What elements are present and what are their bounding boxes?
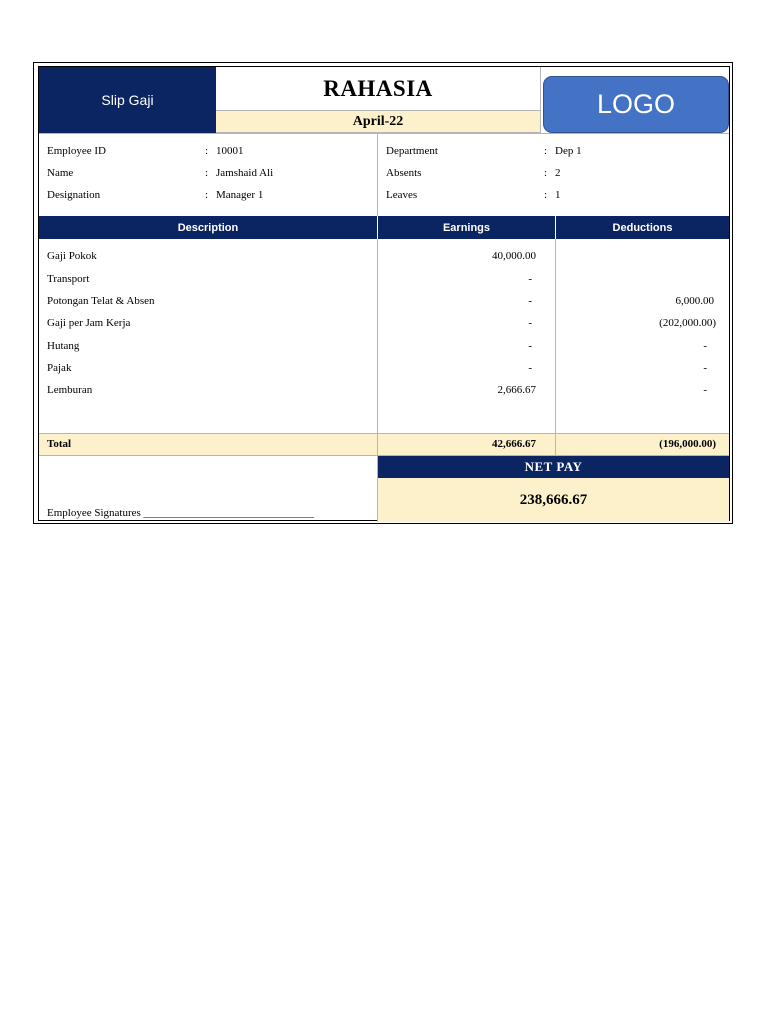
row-description: Pajak xyxy=(47,362,72,374)
confidential-heading: RAHASIA xyxy=(216,67,540,111)
row-earnings: - xyxy=(528,273,532,285)
net-pay-value: 238,666.67 xyxy=(378,478,729,522)
header-divider xyxy=(540,67,541,133)
row-deductions: - xyxy=(703,340,707,352)
designation-label: Designation xyxy=(47,189,101,201)
total-deductions: (196,000.00) xyxy=(659,438,716,450)
net-pay-header: NET PAY xyxy=(378,456,729,478)
info-divider xyxy=(377,133,378,216)
row-deductions: - xyxy=(703,362,707,374)
total-row xyxy=(39,433,729,456)
leaves-sep: : xyxy=(544,189,548,201)
row-earnings: 2,666.67 xyxy=(497,384,536,396)
name-label: Name xyxy=(47,167,74,179)
row-description: Gaji per Jam Kerja xyxy=(47,317,131,329)
total-divider-1 xyxy=(377,434,378,456)
designation-value: Manager 1 xyxy=(216,189,264,201)
row-deductions: - xyxy=(703,384,707,396)
absents-label: Absents xyxy=(386,167,422,179)
row-earnings: - xyxy=(528,295,532,307)
row-description: Potongan Telat & Absen xyxy=(47,295,155,307)
employee-id-label: Employee ID xyxy=(47,145,106,157)
name-sep: : xyxy=(205,167,209,179)
name-value: Jamshaid Ali xyxy=(216,167,274,179)
total-label: Total xyxy=(47,438,72,450)
employee-signature-line: Employee Signatures _______________________________ xyxy=(47,507,315,519)
employee-id-sep: : xyxy=(205,145,209,157)
slip-title: Slip Gaji xyxy=(39,67,216,133)
employee-info xyxy=(39,133,729,216)
earnings-header: Earnings xyxy=(378,216,555,239)
total-earnings: 42,666.67 xyxy=(492,438,536,450)
salary-slip xyxy=(33,62,733,524)
deductions-header: Deductions xyxy=(556,216,729,239)
row-earnings: - xyxy=(528,317,532,329)
salary-slip-inner xyxy=(38,66,730,521)
absents-sep: : xyxy=(544,167,548,179)
row-earnings: - xyxy=(528,362,532,374)
description-header: Description xyxy=(39,216,377,239)
total-divider-2 xyxy=(555,434,556,456)
row-earnings: - xyxy=(528,340,532,352)
row-deductions: (202,000.00) xyxy=(659,317,716,329)
designation-sep: : xyxy=(205,189,209,201)
employee-id-value: 10001 xyxy=(216,145,244,157)
department-value: Dep 1 xyxy=(555,145,582,157)
row-description: Lemburan xyxy=(47,384,93,396)
absents-value: 2 xyxy=(555,167,561,179)
row-deductions: 6,000.00 xyxy=(675,295,714,307)
company-logo: LOGO xyxy=(543,76,729,133)
row-earnings: 40,000.00 xyxy=(492,250,536,262)
pay-period: April-22 xyxy=(216,111,540,133)
row-description: Transport xyxy=(47,273,90,285)
leaves-label: Leaves xyxy=(386,189,418,201)
row-description: Hutang xyxy=(47,340,80,352)
row-description: Gaji Pokok xyxy=(47,250,97,262)
department-sep: : xyxy=(544,145,548,157)
leaves-value: 1 xyxy=(555,189,561,201)
earnings-deductions-table xyxy=(39,239,729,433)
department-label: Department xyxy=(386,145,438,157)
